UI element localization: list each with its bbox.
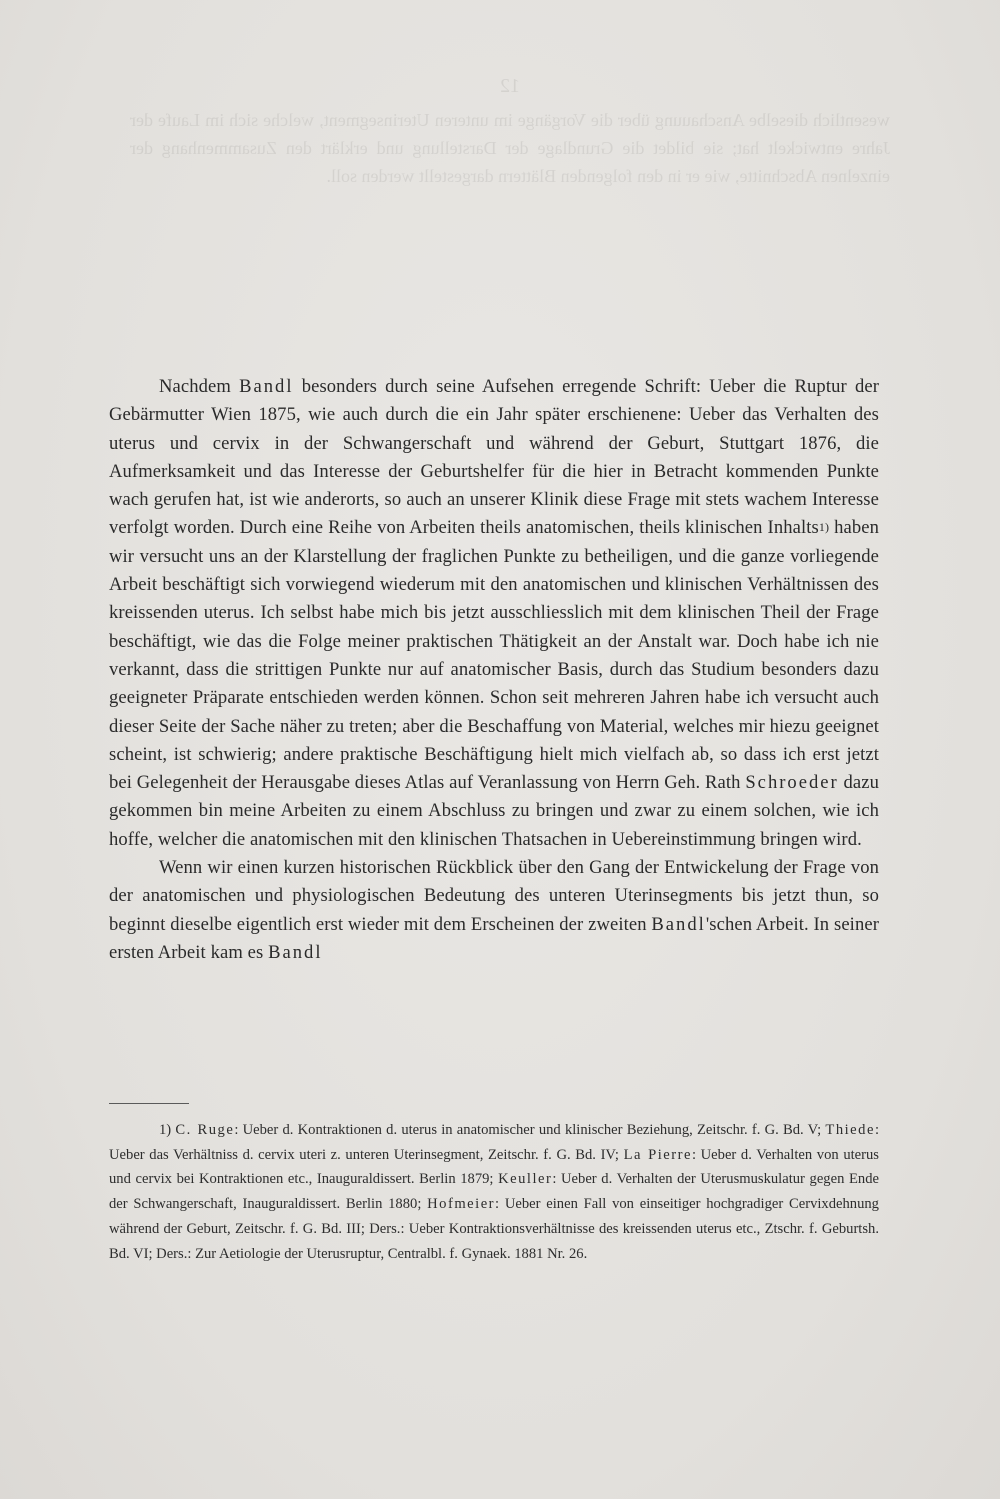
cited-author: Keuller (498, 1171, 553, 1188)
cited-author: La Pierre (623, 1146, 692, 1163)
author-name: Bandl (651, 913, 706, 935)
footnote-separator (109, 1103, 189, 1104)
author-name: Schroeder (745, 772, 839, 794)
cited-author: C. Ruge (175, 1122, 235, 1138)
text-run: Nachdem (159, 376, 240, 397)
author-name: Bandl (239, 376, 294, 397)
footnote-number: 1) (159, 1122, 176, 1138)
citation-text: : Ueber d. Kontraktionen d. uterus in anatomischer und klinischer Beziehung, Zeitschr. f. G. Bd. V; (234, 1122, 826, 1138)
text-run: Wenn wir einen kurzen historischen Rückblick über den Gang der Entwickelung der Frage von der anatomischen und physiologischen Bedeutung des unteren Uterinsegments bis jetzt thun, so beginnt dieselbe eigentlich erst wieder mit dem Erscheinen der zweiten (109, 857, 879, 935)
text-run: haben wir versucht uns an der Klarstellung der fraglichen Punkte zu betheiligen, und die ganze vorliegende Arbeit beschäftigt sich vorwiegend wiederum mit den anatomischen und klinischen Verhältnissen des kreissenden uterus. Ich selbst habe mich bis jetzt ausschliesslich mit dem klinischen Theil der Frage beschäftigt, wie das die Folge meiner praktischen Thätigkeit an der Anstalt war. Doch habe ich nie verkannt, dass die strittigen Punkte nur auf anatomischer Basis, durch das Studium besonders dazu geeigneter Präparate entschieden werden können. Schon seit mehreren Jahren habe ich versucht auch dieser Seite der Sache näher zu treten; aber die Beschaffung von Material, welches mir hiezu geeignet scheint, ist schwierig; andere praktische Beschäftigung hielt mich vielfach ab, so dass ich erst jetzt bei Gelegenheit der Herausgabe dieses Atlas auf Veranlassung von Herrn Geh. Rath (109, 517, 879, 794)
paragraph-2 (109, 854, 879, 967)
cited-author: Thiede (825, 1122, 875, 1138)
main-text (109, 373, 879, 967)
author-name: Bandl (268, 941, 323, 963)
footnote-reference[interactable]: 1) (818, 520, 830, 535)
paragraph-1 (109, 373, 879, 854)
citation-text: : Ueber das Verhältniss d. cervix uteri z. unteren Uterinsegment, Zeitschr. f. G. Bd. IV; (109, 1122, 879, 1163)
text-run: dazu gekommen bin meine Arbeiten zu einem Abschluss zu bringen und zwar zu einem solchen, wie ich hoffe, welcher die anatomischen mit den klinischen Thatsachen in Uebereinstimmung bringen wird. (109, 772, 879, 850)
cited-author: Hofmeier (427, 1196, 496, 1213)
show-through-paragraph: wesentlich dieselbe Anschauung über die Vorgänge im unteren Uterinsegment, welche sich im Laufe der Jahre entwickelt hat; sie bildet die Grundlage der Darstellung und erklärt den Zusammenhang der einzelnen Abschnitte, wie er in den folgenden Blättern dargestellt werden soll. (130, 110, 890, 186)
show-through-text (130, 72, 890, 372)
text-run: besonders durch seine Aufsehen erregende Schrift: Ueber die Ruptur der Gebärmutter Wien 1875, wie auch durch die ein Jahr später erschienene: Ueber das Verhalten des uterus und cervix in der Schwangerschaft und während der Geburt, Stuttgart 1876, die Aufmerksamkeit und das Interesse der Geburtshelfer für die hier in Betracht kommenden Punkte wach gerufen hat, ist wie anderorts, so auch an unserer Klinik diese Frage mit stets wachem Interesse verfolgt worden. Durch eine Reihe von Arbeiten theils anatomischen, theils klinischen Inhalts (109, 376, 879, 539)
citation-text: : Ueber d. Verhalten der Uterusmuskulatur gegen Ende der Schwangerschaft, Inauguraldissert. Berlin 1880; (109, 1171, 879, 1213)
text-run: 'schen Arbeit. In seiner ersten Arbeit kam es (109, 913, 879, 963)
citation-text: : Ueber einen Fall von einseitiger hochgradiger Cervixdehnung während der Geburt, Zeitschr. f. G. Bd. III; Ders.: Ueber Kontraktionsverhältnisse des kreissenden uterus etc., Ztschr. f. Geburtsh. Bd. VI; Ders.: Zur Aetiologie der Uterusruptur, Centralbl. f. Gynaek. 1881 Nr. 26. (109, 1196, 879, 1262)
footnote-1 (109, 1118, 879, 1266)
show-through-page-number: 12 (500, 75, 520, 97)
citation-text: : Ueber d. Verhalten von uterus und cervix bei Kontraktionen etc., Inauguraldissert. Berlin 1879; (109, 1146, 879, 1188)
